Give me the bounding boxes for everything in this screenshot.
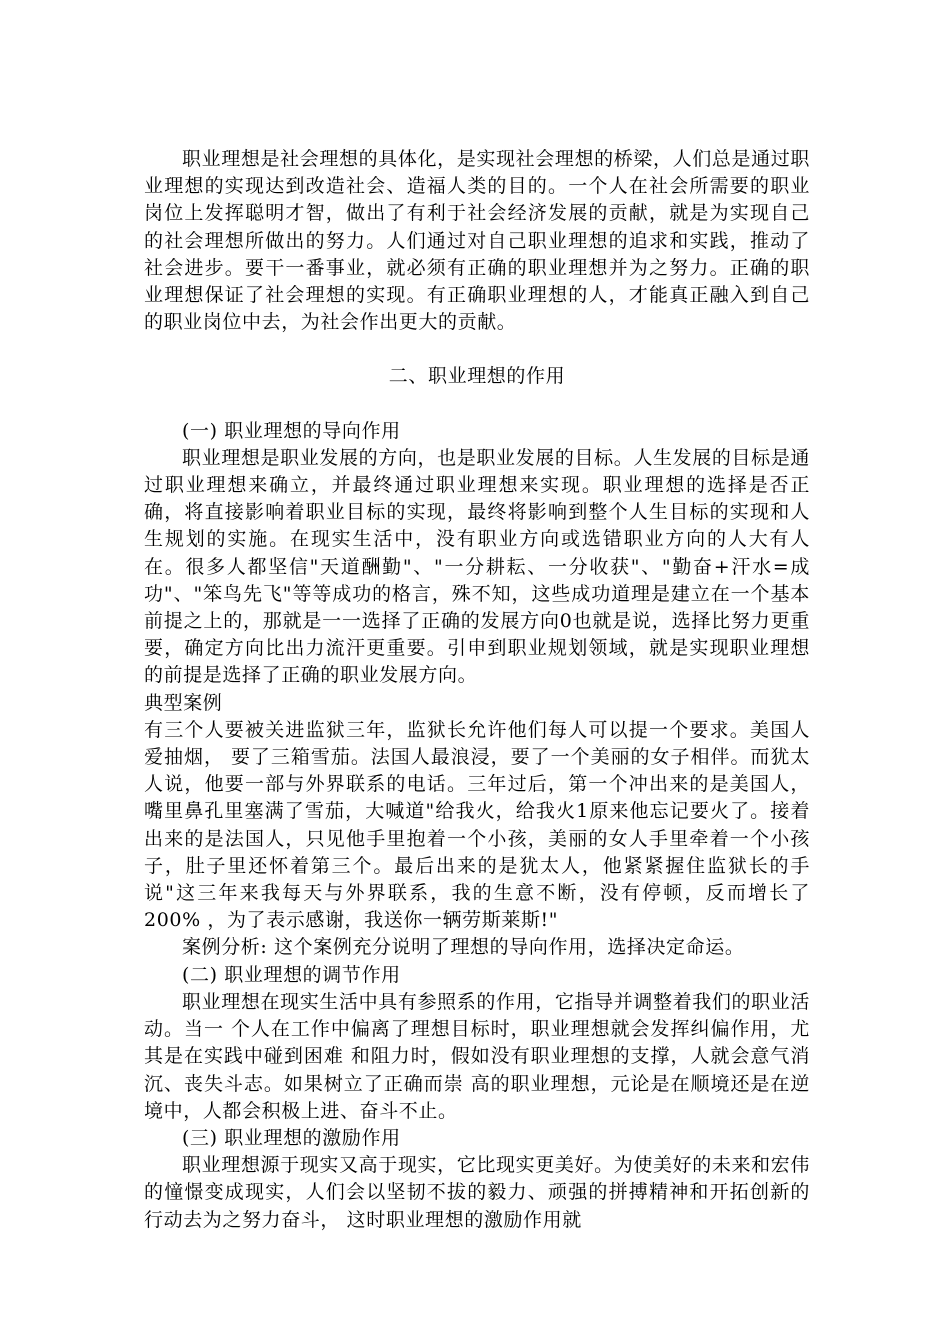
case-analysis: 案例分析: 这个案例充分说明了理想的导向作用，选择决定命运。: [182, 936, 745, 959]
subheading-regulation: (二) 职业理想的调节作用: [182, 963, 401, 986]
paragraph-guidance: 职业理想是职业发展的方向，也是职业发展的目标。人生发展的目标是通过职业理想来确立，并最终通过职业理想来实现。职业理想的选择是否正确，将直接影响着职业目标的实现，最终将影响到整个人生目标的实现和人生规划的实施。在现实生活中，没有职业方向或选错职业方向的人大有人在。很多人都坚信"天道酬勤"、"一分耕耘、一分收获"、"勤奋+汗水=成功"、"笨鸟先飞"等等成功的格言，殊不知，这些成功道理是建立在一个基本前提之上的，那就是一一选择了正确的发展方向0也就是说，选择比努力更重要，确定方向比出力流汗更重要。引申到职业规划领域，就是实现职业理想的前提是选择了正确的职业发展方向。: [144, 446, 810, 687]
subheading-motivation: (三) 职业理想的激励作用: [182, 1126, 401, 1149]
paragraph-regulation: 职业理想在现实生活中具有参照系的作用，它指导并调整着我们的职业活动。当一 个人在工作中偏离了理想目标时，职业理想就会发挥纠偏作用，尤其是在实践中碰到困难 和阻力时，假如没有职业理想的支撑，人就会意气消沉、丧失斗志。如果树立了正确而崇 高的职业理想，元论是在顺境还是在逆境中，人都会积极上进、奋斗不止。: [144, 990, 810, 1122]
paragraph-social-ideal: 职业理想是社会理想的具体化，是实现社会理想的桥梁，人们总是通过职业理想的实现达到改造社会、造福人类的目的。一个人在社会所需要的职业岗位上发挥聪明才智，做出了有利于社会经济发展的贡献，就是为实现自己的社会理想所做出的努力。人们通过对自己职业理想的追求和实践，推动了社会进步。要干一番事业，就必须有正确的职业理想并为之努力。正确的职业理想保证了社会理想的实现。有正确职业理想的人，才能真正融入到自己的职业岗位中去，为社会作出更大的贡献。: [144, 148, 810, 334]
case-text: 有三个人要被关进监狱三年，监狱长允许他们每人可以提一个要求。美国人爱抽烟， 要了三箱雪茄。法国人最浪浸，要了一个美丽的女子相伴。而犹太人说，他要一部与外界联系的电话。三年过后，第一个冲出来的是美国人，嘴里鼻孔里塞满了雪茄，大喊道"给我火，给我火1原来他忘记要火了。接着出来的是法国人，只见他手里抱着一个小孩，美丽的女人手里牵着一个小孩子，肚子里还怀着第三个。最后出来的是犹太人，他紧紧握住监狱长的手说"这三年来我每天与外界联系，我的生意不断，没有停顿，反而增长了 200% ，为了表示感谢，我送你一辆劳斯莱斯!": [144, 718, 810, 932]
subheading-guidance: (一) 职业理想的导向作用: [182, 419, 401, 442]
paragraph-motivation: 职业理想源于现实又高于现实，它比现实更美好。为使美好的未来和宏伟的憧憬变成现实，人们会以坚韧不拔的毅力、顽强的拼搏精神和开拓创新的行动去为之努力奋斗， 这时职业理想的激励作用就: [144, 1154, 810, 1231]
document-page: [144, 146, 810, 1234]
section-heading: 二、职业理想的作用: [388, 365, 566, 388]
case-title: 典型案例: [144, 691, 223, 714]
